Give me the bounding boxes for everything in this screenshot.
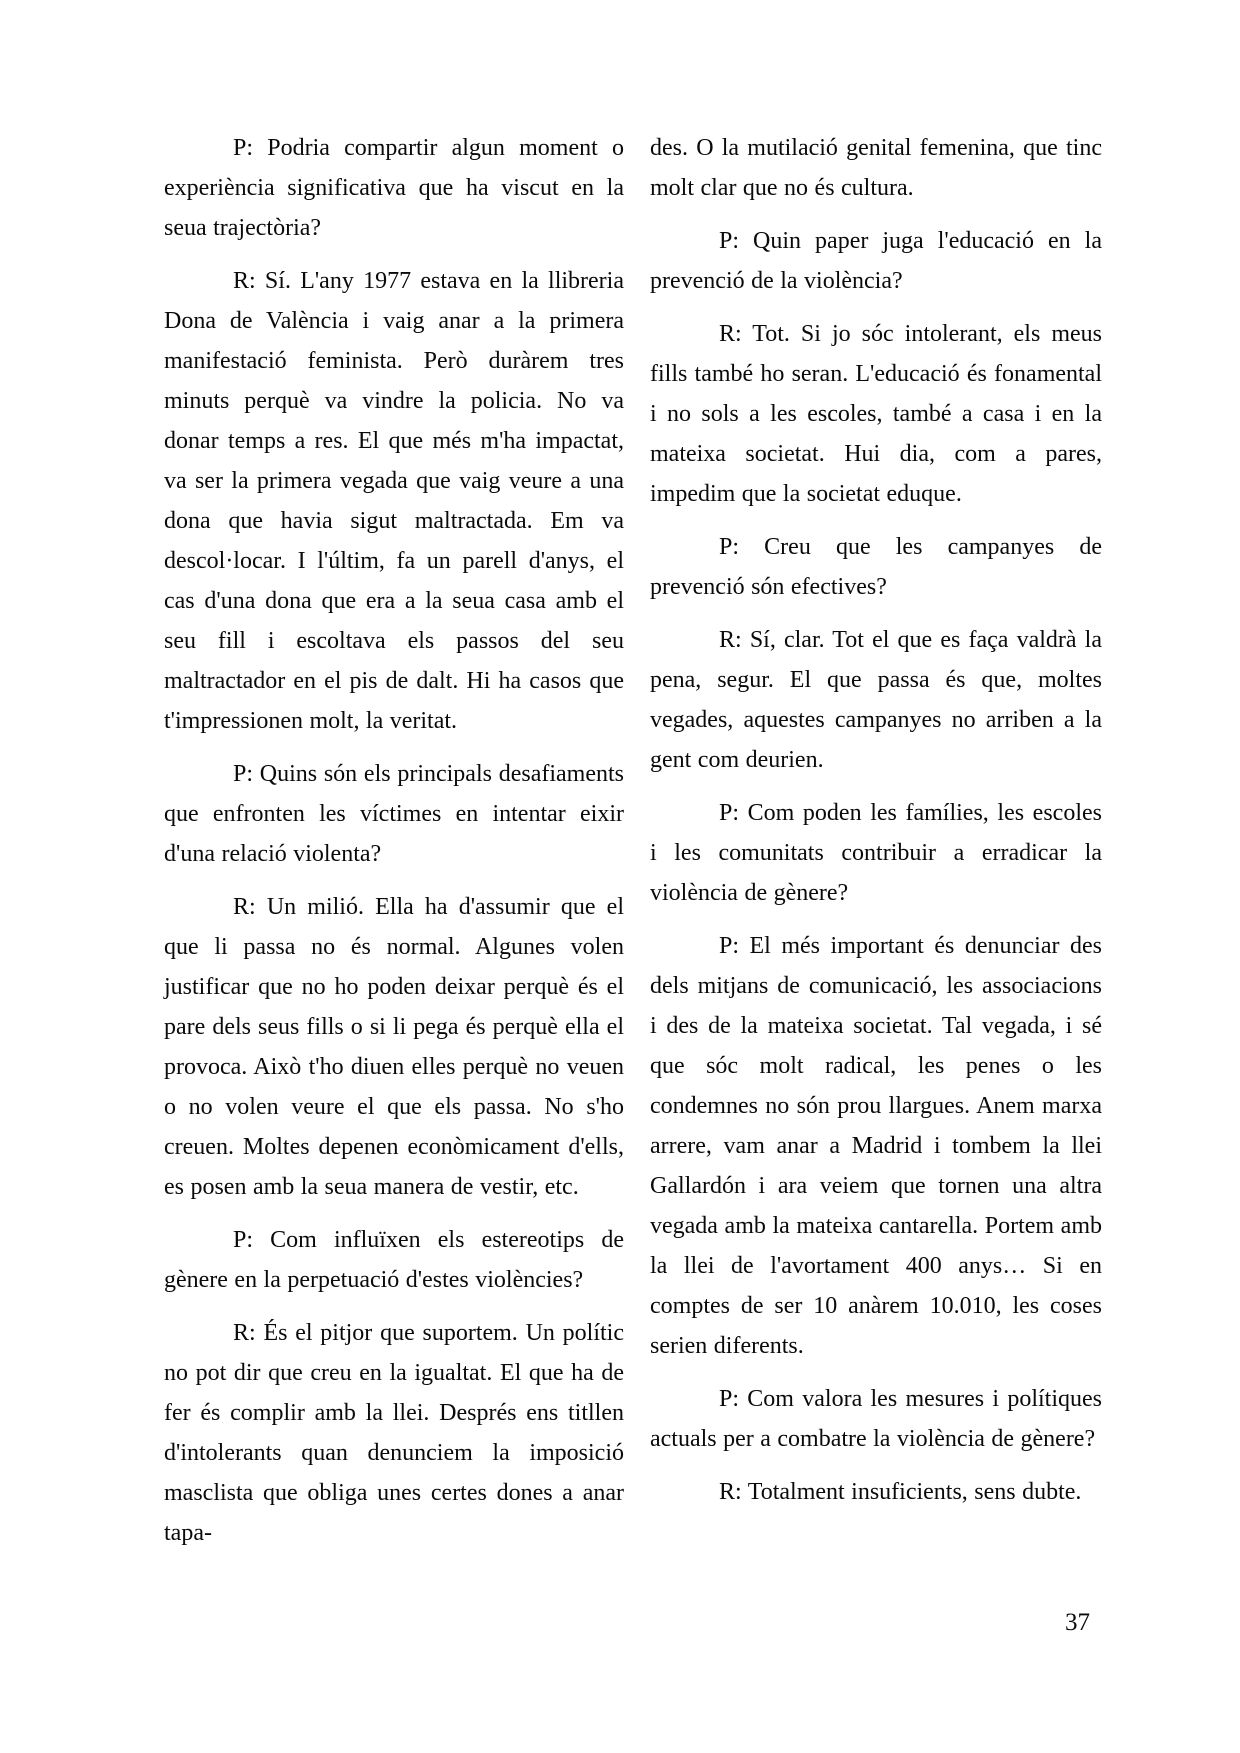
page-number: 37 — [1065, 1609, 1090, 1636]
question-paragraph: P: Com influïxen els estereotips de gènere en la perpetuació d'estes violències? — [164, 1227, 624, 1293]
continuation-paragraph: des. O la mutilació genital femenina, que tinc molt clar que no és cultura. — [650, 135, 1102, 201]
question-paragraph: P: Quin paper juga l'educació en la prevenció de la violència? — [650, 228, 1102, 294]
answer-paragraph: R: Sí. L'any 1977 estava en la llibreria Dona de València i vaig anar a la primera manifestació feminista. Però duràrem tres minuts perquè va vindre la policia. No va donar temps a res. El que més m'ha impactat, va ser la primera vegada que vaig veure a una dona que havia sigut maltractada. Em va descol·locar. I l'últim, fa un parell d'anys, el cas d'una dona que era a la seua casa amb el seu fill i escoltava els passos del seu maltractador en el pis de dalt. Hi ha casos que t'impressionen molt, la veritat. — [164, 268, 624, 734]
answer-paragraph: R: Un milió. Ella ha d'assumir que el que li passa no és normal. Algunes volen justificar que no ho poden deixar perquè és el pare dels seus fills o si li pega és perquè ella el provoca. Això t'ho diuen elles perquè no veuen o no volen veure el que els passa. No s'ho creuen. Moltes depenen econòmicament d'ells, es posen amb la seua manera de vestir, etc. — [164, 894, 624, 1200]
answer-paragraph: R: Totalment insuficients, sens dubte. — [719, 1479, 1082, 1505]
question-paragraph: P: Podria compartir algun moment o experiència significativa que ha viscut en la seua trajectòria? — [164, 135, 624, 241]
text-column-left — [164, 128, 624, 1566]
question-paragraph: P: Quins són els principals desafiaments que enfronten les víctimes en intentar eixir d'una relació violenta? — [164, 761, 624, 867]
answer-paragraph: R: És el pitjor que suportem. Un polític no pot dir que creu en la igualtat. El que ha de fer és complir amb la llei. Després ens titllen d'intolerants quan denunciem la imposició masclista que obliga unes certes dones a anar tapa- — [164, 1320, 624, 1546]
question-paragraph: P: Com poden les famílies, les escoles i les comunitats contribuir a erradicar la violència de gènere? — [650, 800, 1102, 906]
question-paragraph: P: Creu que les campanyes de prevenció són efectives? — [650, 534, 1102, 600]
answer-paragraph: P: El més important és denunciar des dels mitjans de comunicació, les associacions i des de la mateixa societat. Tal vegada, i sé que sóc molt radical, les penes o les condemnes no són prou llargues. Anem marxa arrere, vam anar a Madrid i tombem la llei Gallardón i ara veiem que tornen una altra vegada amb la mateixa cantarella. Portem amb la llei de l'avortament 400 anys… Si en comptes de ser 10 anàrem 10.010, les coses serien diferents. — [650, 933, 1102, 1359]
answer-paragraph: R: Tot. Si jo sóc intolerant, els meus fills també ho seran. L'educació és fonamental i no sols a les escoles, també a casa i en la mateixa societat. Hui dia, com a pares, impedim que la societat eduque. — [650, 321, 1102, 507]
text-column-right — [650, 128, 1102, 1566]
two-column-text-block — [164, 128, 1102, 1566]
answer-paragraph: R: Sí, clar. Tot el que es faça valdrà la pena, segur. El que passa és que, moltes vegades, aquestes campanyes no arriben a la gent com deurien. — [650, 627, 1102, 773]
question-paragraph: P: Com valora les mesures i polítiques actuals per a combatre la violència de gènere? — [650, 1386, 1102, 1452]
